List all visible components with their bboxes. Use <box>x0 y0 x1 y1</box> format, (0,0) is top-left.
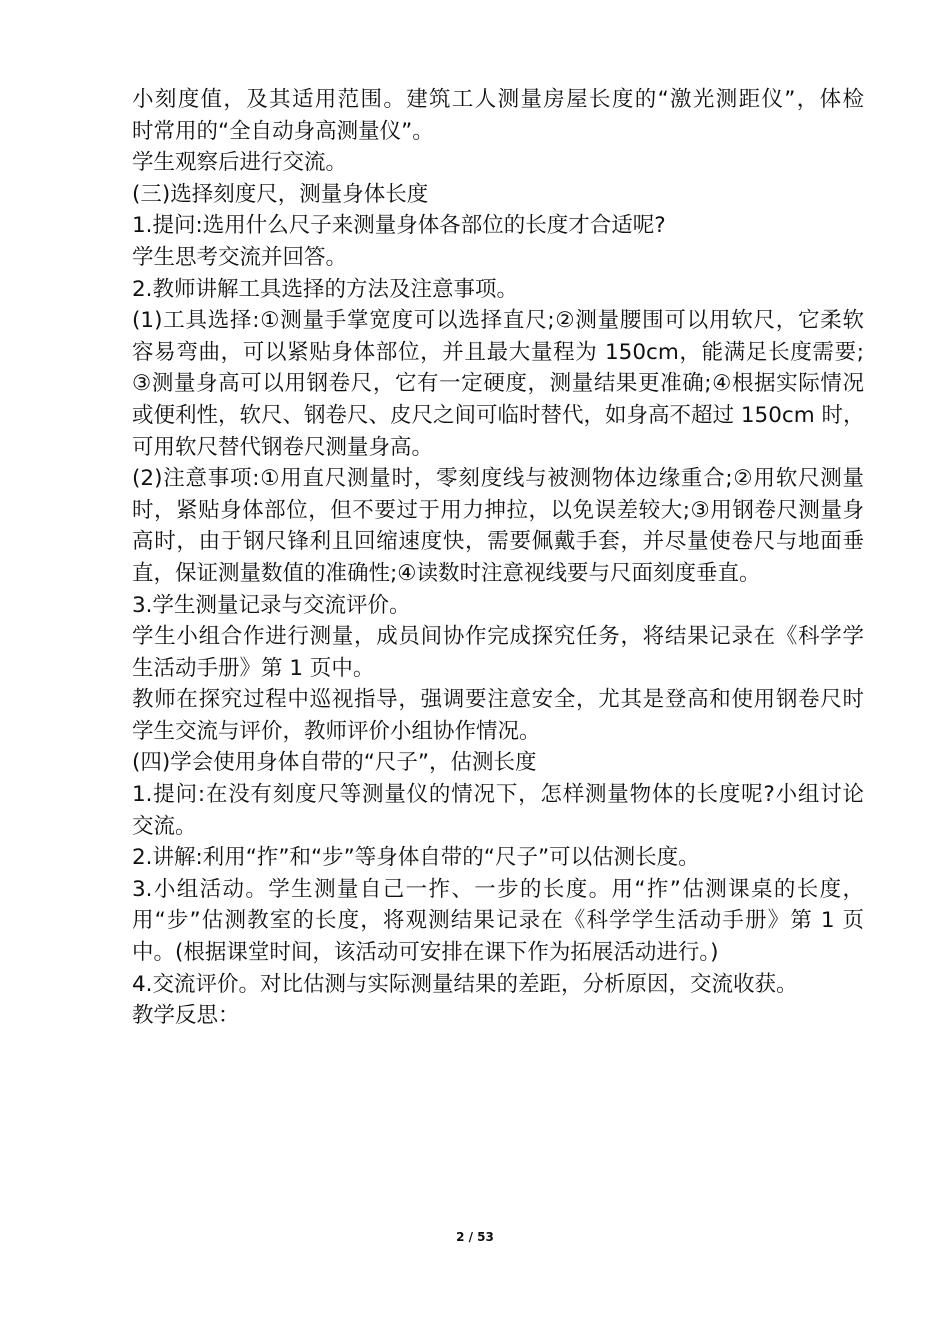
text-line: 容易弯曲，可以紧贴身体部位，并且最大量程为 150cm，能满足长度需要; <box>132 339 864 365</box>
page-number: 2 / 53 <box>456 1230 494 1244</box>
text-line: 1.提问:选用什么尺子来测量身体各部位的长度才合适呢? <box>132 213 666 239</box>
text-line: ③测量身高可以用钢卷尺，它有一定硬度，测量结果更准确;④根据实际情况 <box>132 371 864 397</box>
text-line: 学生小组合作进行测量，成员间协作完成探究任务，将结果记录在《科学学 <box>132 624 864 650</box>
text-line: 2.讲解:利用“拃”和“步”等身体自带的“尺子”可以估测长度。 <box>132 845 700 871</box>
text-line: 高时，由于钢尺锋利且回缩速度快，需要佩戴手套，并尽量使卷尺与地面垂 <box>132 529 864 555</box>
text-line: 或便利性，软尺、钢卷尺、皮尺之间可临时替代，如身高不超过 150cm 时， <box>132 402 865 428</box>
text-line: 交流。 <box>132 813 197 839</box>
text-line: 学生思考交流并回答。 <box>132 244 348 270</box>
text-line: 3.学生测量记录与交流评价。 <box>132 592 411 618</box>
text-line: 4.交流评价。对比估测与实际测量结果的差距，分析原因，交流收获。 <box>132 971 798 997</box>
text-line: 直，保证测量数值的准确性;④读数时注意视线要与尺面刻度垂直。 <box>132 560 761 586</box>
body-text <box>132 84 864 1032</box>
text-line: 2.教师讲解工具选择的方法及注意事项。 <box>132 276 519 302</box>
text-line: 可用软尺替代钢卷尺测量身高。 <box>132 434 434 460</box>
text-line: (1)工具选择:①测量手掌宽度可以选择直尺;②测量腰围可以用软尺，它柔软 <box>132 308 864 334</box>
text-line: (三)选择刻度尺，测量身体长度 <box>132 181 429 207</box>
text-line: (四)学会使用身体自带的“尺子”，估测长度 <box>132 750 537 776</box>
text-line: 1.提问:在没有刻度尺等测量仪的情况下，怎样测量物体的长度呢?小组讨论 <box>132 782 864 808</box>
text-line: 用“步”估测教室的长度，将观测结果记录在《科学学生活动手册》第 1 页 <box>132 908 864 934</box>
text-line: 时，紧贴身体部位，但不要过于用力抻拉，以免误差较大;③用钢卷尺测量身 <box>132 497 864 523</box>
text-line: 3.小组活动。学生测量自己一拃、一步的长度。用“拃”估测课桌的长度， <box>132 876 864 902</box>
text-line: 时常用的“全自动身高测量仪”。 <box>132 118 434 144</box>
text-line: 生活动手册》第 1 页中。 <box>132 655 375 681</box>
text-line: 教师在探究过程中巡视指导，强调要注意安全，尤其是登高和使用钢卷尺时 <box>132 687 864 713</box>
text-line: 学生交流与评价，教师评价小组协作情况。 <box>132 718 541 744</box>
text-line: 教学反思： <box>132 1003 240 1029</box>
text-line: 中。(根据课堂时间，该活动可安排在课下作为拓展活动进行。) <box>132 940 719 966</box>
text-line: 小刻度值，及其适用范围。建筑工人测量房屋长度的“激光测距仪”，体检 <box>132 87 864 112</box>
text-line: 学生观察后进行交流。 <box>132 150 348 176</box>
text-line: (2)注意事项:①用直尺测量时，零刻度线与被测物体边缘重合;②用软尺测量 <box>132 466 864 492</box>
